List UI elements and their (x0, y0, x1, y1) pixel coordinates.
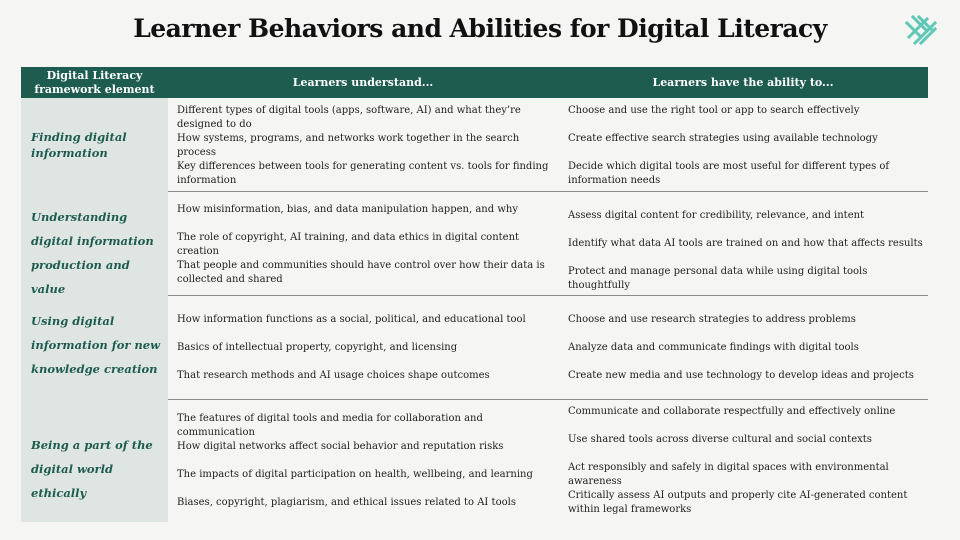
understand-item: The role of copyright, AI training, and data ethics in digital content creation (177, 232, 520, 257)
ability-item: Decide which digital tools are most useful for different types of information needs (568, 161, 890, 186)
ability-item: Create effective search strategies using available technology (568, 133, 878, 144)
element-finding-digital-information: Finding digital information (31, 130, 127, 160)
literacy-table (21, 67, 928, 522)
understand-item: The features of digital tools and media for collaboration and communication (177, 413, 483, 438)
ability-item: Analyze data and communicate findings with digital tools (568, 342, 859, 353)
element-new-knowledge-creation: Using digital information for new knowledge creation (31, 314, 160, 376)
understand-item: How information functions as a social, political, and educational tool (177, 314, 526, 325)
woven-cross-logo-icon (903, 13, 939, 47)
ability-item: Assess digital content for credibility, relevance, and intent (568, 210, 865, 221)
understand-item: Key differences between tools for generating content vs. tools for finding information (177, 161, 549, 186)
understand-item: Different types of digital tools (apps, software, AI) and what they’re designed to do (177, 105, 521, 130)
header-element: Digital Literacy framework element (34, 69, 155, 96)
table-header (21, 67, 928, 98)
ability-item: Protect and manage personal data while using digital tools thoughtfully (568, 266, 868, 291)
element-digital-world-ethically: Being a part of the digital world ethically (31, 438, 153, 500)
row-divider (168, 399, 928, 400)
understand-item: How misinformation, bias, and data manipulation happen, and why (177, 204, 518, 215)
ability-item: Identify what data AI tools are trained on and how that affects results (568, 238, 923, 249)
ability-item: Critically assess AI outputs and properly cite AI-generated content within legal frameworks (568, 490, 908, 515)
understand-item: How digital networks affect social behavior and reputation risks (177, 441, 504, 452)
understand-item: That research methods and AI usage choices shape outcomes (177, 370, 490, 381)
ability-item: Choose and use research strategies to address problems (568, 314, 856, 325)
header-understand: Learners understand... (292, 75, 434, 89)
element-understanding-production: Understanding digital information production and value (31, 210, 154, 296)
header-ability: Learners have the ability to... (652, 75, 834, 89)
ability-item: Communicate and collaborate respectfully and effectively online (568, 406, 896, 417)
page-title: Learner Behaviors and Abilities for Digital Literacy (133, 14, 827, 43)
understand-item: Basics of intellectual property, copyright, and licensing (177, 342, 458, 353)
ability-item: Create new media and use technology to develop ideas and projects (568, 370, 914, 381)
row-divider (168, 191, 928, 192)
ability-item: Act responsibly and safely in digital spaces with environmental awareness (568, 462, 889, 487)
ability-item: Use shared tools across diverse cultural and social contexts (568, 434, 872, 445)
ability-item: Choose and use the right tool or app to search effectively (568, 105, 860, 116)
understand-item: How systems, programs, and networks work together in the search process (177, 133, 520, 158)
understand-item: The impacts of digital participation on health, wellbeing, and learning (177, 469, 533, 480)
row-divider (168, 295, 928, 296)
understand-item: Biases, copyright, plagiarism, and ethical issues related to AI tools (177, 497, 516, 508)
understand-item: That people and communities should have control over how their data is collected and shared (177, 260, 545, 285)
